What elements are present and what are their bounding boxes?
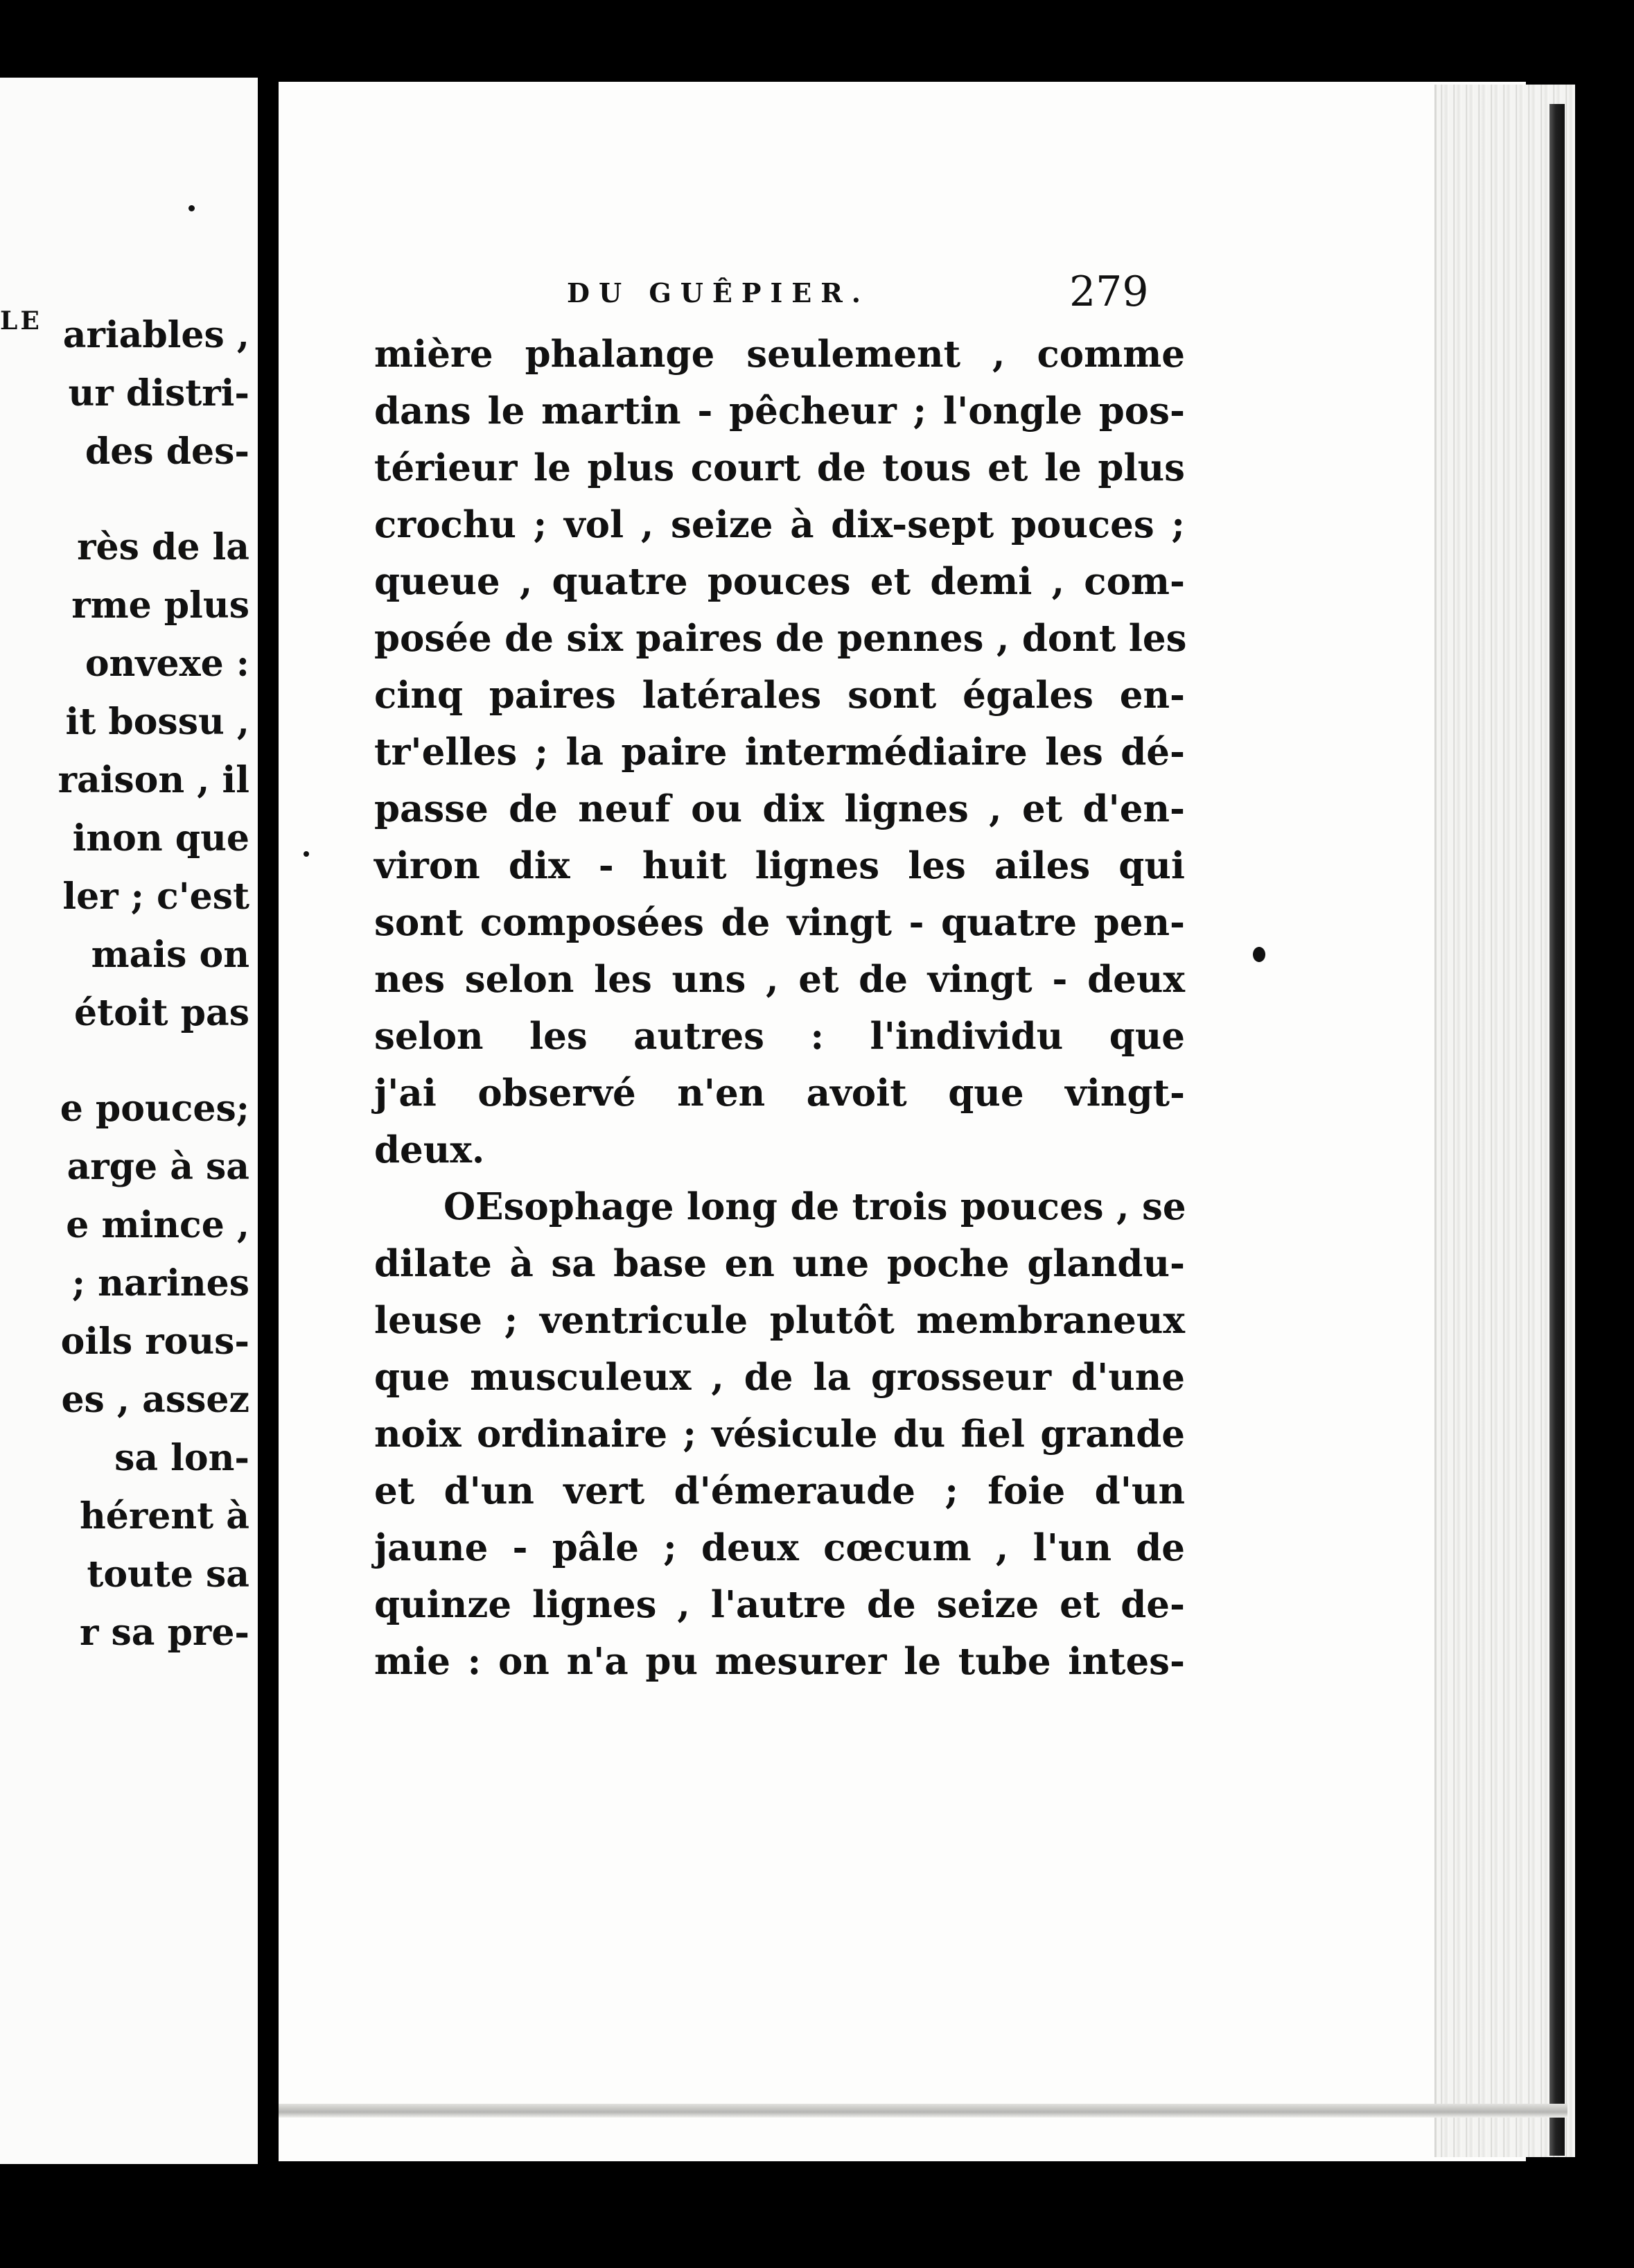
text-line: et d'un vert d'émeraude ; foie d'un	[374, 1469, 1185, 1512]
text-line: nes selon les uns , et de vingt - deux	[374, 958, 1185, 1001]
left-line: it bossu ,	[65, 701, 249, 743]
ink-speck	[1253, 947, 1265, 962]
left-line-gap	[0, 481, 249, 518]
text-line: jaune - pâle ; deux cœcum , l'un de	[374, 1526, 1185, 1569]
text-line: passe de neuf ou dix lignes , et d'en-	[374, 787, 1185, 830]
left-line: e mince ,	[66, 1204, 249, 1246]
left-line: raison , il	[58, 759, 249, 801]
left-line: ariables ,	[62, 314, 249, 356]
left-line: oils rous-	[60, 1320, 249, 1363]
running-title: DU GUÊPIER.	[567, 277, 870, 308]
book-gutter	[258, 0, 279, 2268]
bottom-page-edge	[279, 2104, 1567, 2118]
left-line: es , assez	[61, 1379, 249, 1421]
left-line: mais on	[91, 934, 249, 976]
text-line: selon les autres : l'individu que	[374, 1015, 1185, 1058]
left-page-text	[0, 306, 249, 1662]
left-line: e pouces;	[60, 1088, 249, 1130]
left-line: ; narines	[71, 1262, 249, 1305]
text-line: cinq paires latérales sont égales en-	[374, 674, 1185, 717]
text-line: j'ai observé n'en avoit que vingt-	[374, 1072, 1185, 1115]
left-line: onvexe :	[85, 643, 249, 685]
left-line: toute sa	[87, 1553, 249, 1596]
text-line: térieur le plus court de tous et le plus	[374, 446, 1185, 489]
text-line: mière phalange seulement , comme	[374, 333, 1185, 376]
text-line: leuse ; ventricule plutôt membraneux	[374, 1299, 1185, 1342]
page-body-text	[374, 326, 1185, 1690]
text-line: sont composées de vingt - quatre pen-	[374, 901, 1185, 944]
text-line: quinze lignes , l'autre de seize et de-	[374, 1583, 1185, 1626]
text-line: que musculeux , de la grosseur d'une	[374, 1356, 1185, 1399]
ink-speck	[188, 205, 195, 211]
page-edge-shadow	[1549, 104, 1565, 2156]
left-page	[0, 78, 258, 2164]
left-running-head: LE	[0, 306, 42, 335]
left-line: r sa pre-	[80, 1612, 249, 1654]
text-line: posée de six paires de pennes , dont les	[374, 617, 1187, 660]
page-number: 279	[1069, 268, 1149, 316]
left-line: des des-	[85, 430, 249, 473]
text-line: deux.	[374, 1128, 485, 1171]
text-line: crochu ; vol , seize à dix-sept pouces ;	[374, 503, 1185, 546]
text-line: noix ordinaire ; vésicule du fiel grande	[374, 1413, 1185, 1456]
text-line: dans le martin - pêcheur ; l'ongle pos-	[374, 390, 1185, 433]
left-line: étoit pas	[74, 992, 249, 1034]
left-line: rès de la	[77, 526, 249, 568]
left-line: sa lon-	[114, 1437, 249, 1479]
left-line: ur distri-	[68, 372, 249, 415]
paragraph-start-line: OEsophage long de trois pouces , se	[443, 1185, 1186, 1228]
left-line: arge à sa	[67, 1146, 249, 1188]
left-line: hérent à	[80, 1495, 249, 1537]
text-line: viron dix - huit lignes les ailes qui	[374, 844, 1185, 887]
left-line: rme plus	[71, 584, 249, 627]
text-line: dilate à sa base en une poche glandu-	[374, 1242, 1185, 1285]
left-line: ler ; c'est	[62, 875, 249, 918]
text-line: mie : on n'a pu mesurer le tube intes-	[374, 1640, 1185, 1683]
text-line: queue , quatre pouces et demi , com-	[374, 560, 1185, 603]
left-line-gap	[0, 1043, 249, 1080]
left-line: inon que	[72, 817, 249, 860]
text-line: tr'elles ; la paire intermédiaire les dé-	[374, 731, 1185, 774]
ink-speck	[304, 851, 309, 857]
